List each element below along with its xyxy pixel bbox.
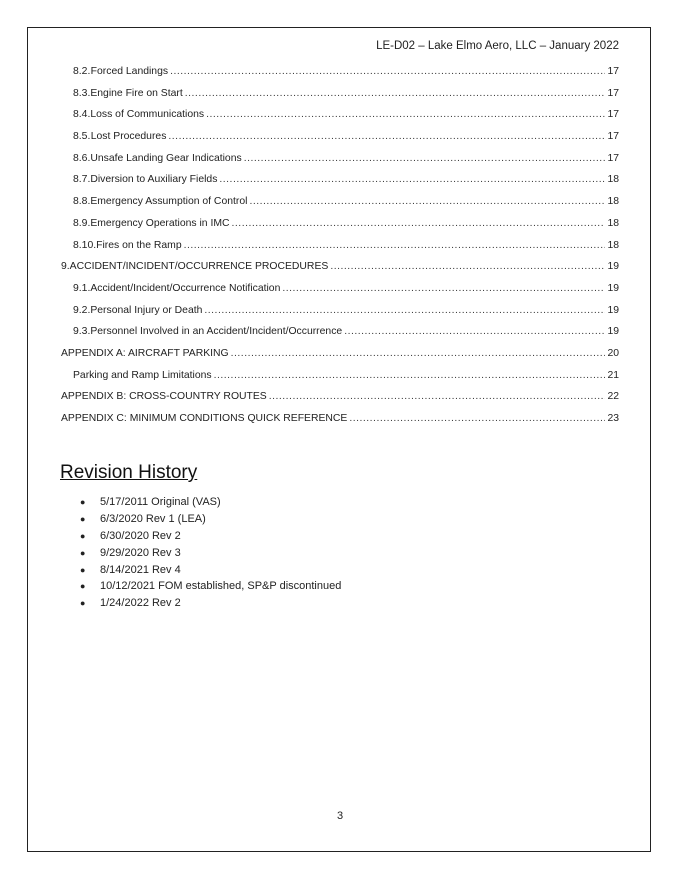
- toc-dot-leader: [219, 174, 605, 185]
- toc-entry-number: 8.8.: [73, 196, 91, 208]
- bullet-icon: ●: [80, 564, 86, 575]
- toc-entry[interactable]: [61, 109, 619, 131]
- bullet-icon: ●: [80, 530, 86, 541]
- revision-item-text: 1/24/2022 Rev 2: [100, 597, 181, 610]
- toc-entry-title: Emergency Operations in IMC: [90, 217, 230, 229]
- toc-entry-number: 9.1.: [73, 282, 91, 294]
- toc-entry-title: ACCIDENT/INCIDENT/OCCURRENCE PROCEDURES: [69, 261, 329, 273]
- toc-entry-page: 17: [607, 109, 619, 121]
- toc-dot-leader: [282, 283, 605, 294]
- toc-entry-page: 17: [607, 152, 619, 164]
- toc-entry[interactable]: [61, 240, 619, 262]
- revision-history-list: [80, 494, 341, 612]
- bullet-icon: ●: [80, 497, 86, 508]
- toc-entry-page: 18: [607, 217, 619, 229]
- toc-entry-number: 9.3.: [73, 326, 91, 338]
- toc-dot-leader: [231, 348, 606, 359]
- toc-dot-leader: [185, 88, 606, 99]
- toc-entry-page: 17: [607, 131, 619, 143]
- toc-entry[interactable]: [61, 348, 619, 370]
- toc-dot-leader: [214, 370, 606, 381]
- toc-dot-leader: [184, 240, 606, 251]
- revision-item: [80, 511, 341, 528]
- toc-entry-number: 8.6.: [73, 152, 91, 164]
- toc-entry-page: 19: [607, 261, 619, 273]
- toc-entry[interactable]: [61, 283, 619, 305]
- revision-item-text: 6/30/2020 Rev 2: [100, 529, 181, 542]
- toc-dot-leader: [244, 153, 606, 164]
- toc-entry[interactable]: [61, 66, 619, 88]
- toc-entry-page: 19: [607, 326, 619, 338]
- toc-dot-leader: [206, 109, 605, 120]
- toc-entry[interactable]: [61, 391, 619, 413]
- toc-dot-leader: [232, 218, 606, 229]
- revision-item-text: 9/29/2020 Rev 3: [100, 546, 181, 559]
- toc-entry-title: Personal Injury or Death: [90, 304, 203, 316]
- revision-item: [80, 561, 341, 578]
- revision-history-title: Revision History: [60, 462, 198, 483]
- toc-entry-title: Emergency Assumption of Control: [90, 196, 248, 208]
- revision-item: [80, 595, 341, 612]
- toc-entry[interactable]: [61, 88, 619, 110]
- toc-entry-title: APPENDIX A: AIRCRAFT PARKING: [61, 347, 229, 359]
- toc-entry-page: 19: [607, 282, 619, 294]
- toc-entry[interactable]: [61, 196, 619, 218]
- toc-entry[interactable]: [61, 261, 619, 283]
- toc-entry[interactable]: [61, 326, 619, 348]
- toc-entry[interactable]: [61, 153, 619, 175]
- toc-entry[interactable]: [61, 305, 619, 327]
- toc-dot-leader: [269, 391, 606, 402]
- toc-dot-leader: [330, 261, 605, 272]
- toc-entry-page: 17: [607, 66, 619, 77]
- toc-entry[interactable]: [61, 413, 619, 435]
- toc-dot-leader: [344, 326, 605, 337]
- toc-entry-title: APPENDIX B: CROSS-COUNTRY ROUTES: [61, 391, 267, 403]
- revision-item-text: 10/12/2021 FOM established, SP&P discontinued: [100, 580, 342, 593]
- toc-entry-page: 20: [607, 347, 619, 359]
- toc-entry-number: 8.3.: [73, 87, 91, 99]
- toc-entry-title: Forced Landings: [90, 66, 169, 77]
- toc-entry[interactable]: [61, 131, 619, 153]
- toc-entry-title: Fires on the Ramp: [96, 239, 182, 251]
- revision-item: [80, 578, 341, 595]
- toc-dot-leader: [349, 413, 605, 424]
- toc-entry-page: 18: [607, 239, 619, 251]
- revision-item-text: 6/3/2020 Rev 1 (LEA): [100, 513, 206, 526]
- toc-entry-page: 18: [607, 174, 619, 186]
- toc-dot-leader: [170, 66, 605, 77]
- toc-entry-title: Diversion to Auxiliary Fields: [90, 174, 218, 186]
- toc-entry-number: 9.: [61, 261, 70, 273]
- toc-entry-page: 18: [607, 196, 619, 208]
- revision-item: [80, 494, 341, 511]
- toc-entry-number: 8.2.: [73, 66, 91, 77]
- revision-item: [80, 528, 341, 545]
- toc-entry-title: Engine Fire on Start: [90, 87, 183, 99]
- page-number: 3: [336, 810, 344, 822]
- toc-entry[interactable]: [61, 218, 619, 240]
- toc-entry-title: Unsafe Landing Gear Indications: [90, 152, 242, 164]
- toc-dot-leader: [204, 305, 605, 316]
- table-of-contents: [61, 66, 619, 435]
- revision-item: [80, 544, 341, 561]
- toc-entry-number: 8.4.: [73, 109, 91, 121]
- toc-dot-leader: [168, 131, 605, 142]
- toc-entry[interactable]: [61, 370, 619, 392]
- toc-entry-number: 9.2.: [73, 304, 91, 316]
- bullet-icon: ●: [80, 581, 86, 592]
- toc-entry[interactable]: [61, 174, 619, 196]
- toc-entry-number: 8.9.: [73, 217, 91, 229]
- toc-entry-number: 8.5.: [73, 131, 91, 143]
- toc-entry-number: 8.7.: [73, 174, 91, 186]
- bullet-icon: ●: [80, 547, 86, 558]
- toc-entry-title: APPENDIX C: MINIMUM CONDITIONS QUICK REFERENCE: [61, 413, 348, 424]
- revision-item-text: 8/14/2021 Rev 4: [100, 563, 181, 576]
- toc-entry-page: 23: [607, 413, 619, 424]
- document-header: LE-D02 – Lake Elmo Aero, LLC – January 2022: [376, 40, 619, 52]
- toc-entry-page: 22: [607, 391, 619, 403]
- toc-entry-title: Personnel Involved in an Accident/Incident/Occurrence: [90, 326, 343, 338]
- toc-entry-page: 17: [607, 87, 619, 99]
- toc-entry-page: 19: [607, 304, 619, 316]
- toc-entry-number: 8.10.: [73, 239, 97, 251]
- bullet-icon: ●: [80, 598, 86, 609]
- toc-entry-title: Parking and Ramp Limitations: [73, 369, 212, 381]
- toc-entry-page: 21: [607, 369, 619, 381]
- revision-item-text: 5/17/2011 Original (VAS): [100, 496, 221, 509]
- toc-entry-title: Accident/Incident/Occurrence Notification: [90, 282, 281, 294]
- toc-entry-title: Loss of Communications: [90, 109, 205, 121]
- toc-entry-title: Lost Procedures: [90, 131, 167, 143]
- bullet-icon: ●: [80, 514, 86, 525]
- toc-dot-leader: [249, 196, 605, 207]
